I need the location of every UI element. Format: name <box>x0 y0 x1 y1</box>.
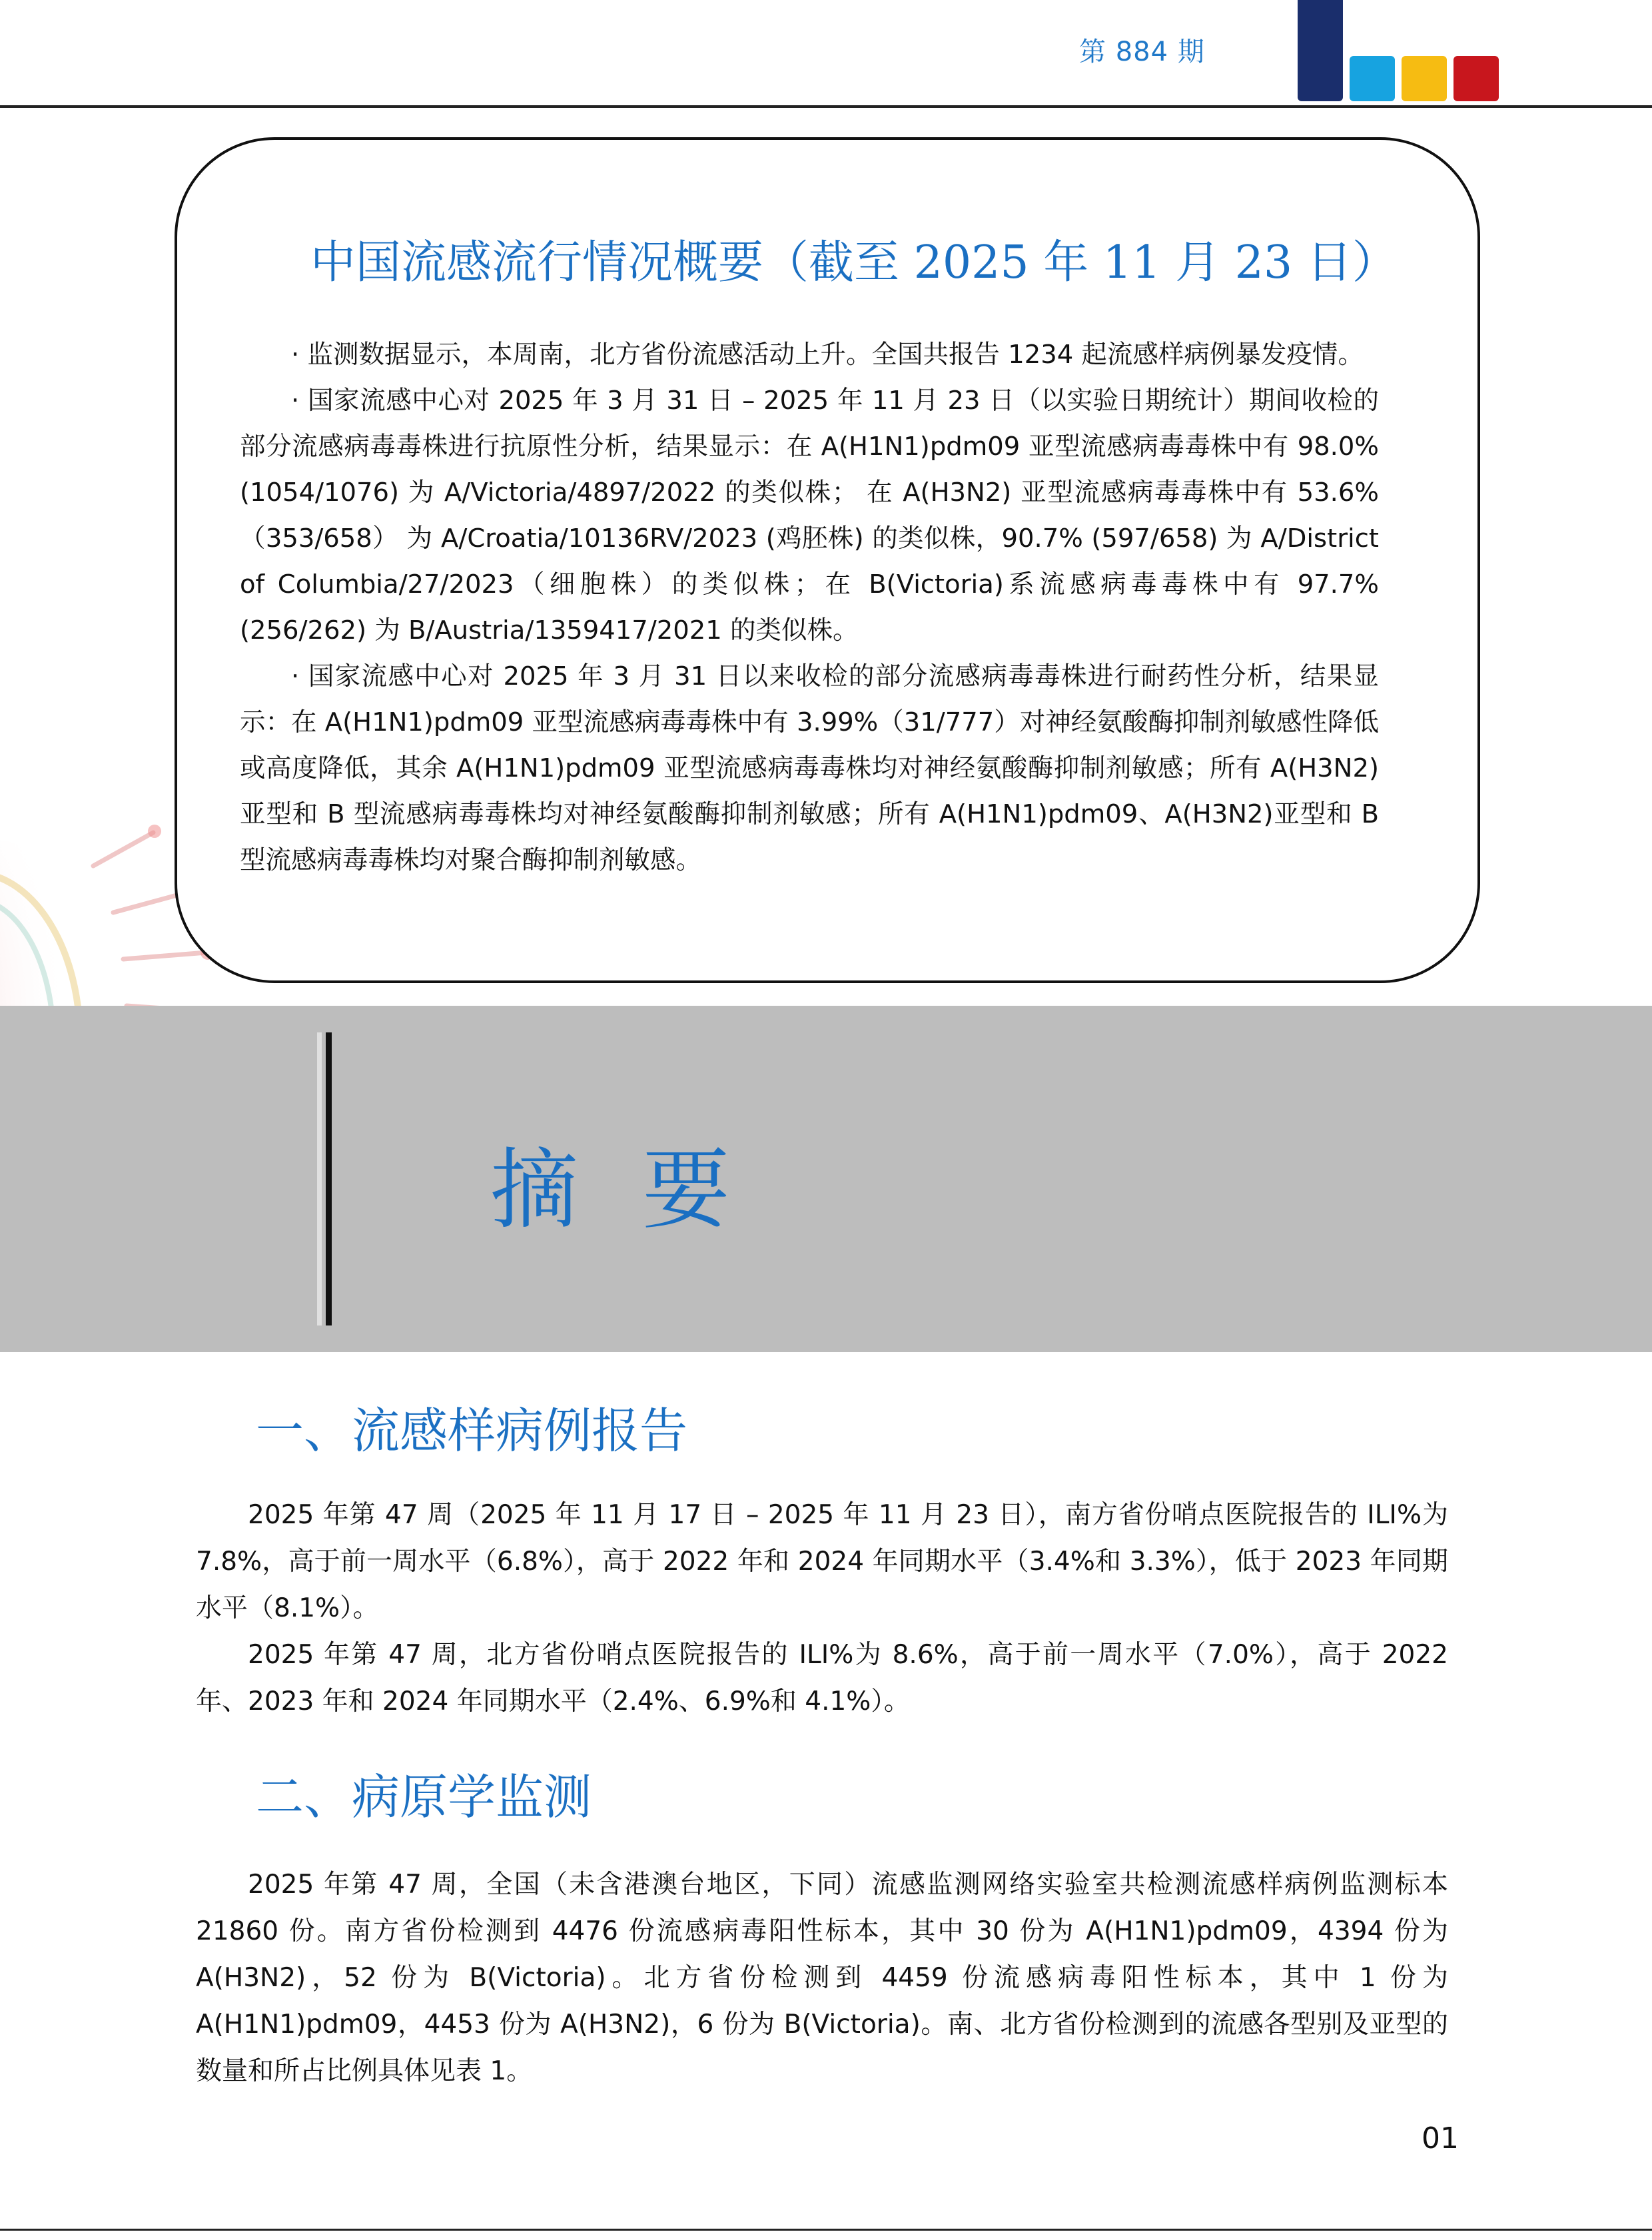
banner-accent-line-dark <box>326 1032 332 1325</box>
summary-paragraph: · 国家流感中心对 2025 年 3 月 31 日以来收检的部分流感病毒毒株进行耐药性分析，结果显示：在 A(H1N1)pdm09 亚型流感病毒毒株中有 3.99%（31/777）对神经氨酸酶抑制剂敏感性降低或高度降低，其余 A(H1N1)pdm09 亚型流感病毒毒株均对神经氨酸酶抑制剂敏感；所有 A(H3N2)亚型和 B 型流感病毒毒株均对神经氨酸酶抑制剂敏感；所有 A(H1N1)pdm09、A(H3N2)亚型和 B 型流感病毒毒株均对聚合酶抑制剂敏感。 <box>240 661 1379 875</box>
section-body-ili <box>196 1492 1448 1725</box>
issue-number: 第 884 期 <box>1079 37 1205 67</box>
summary-body <box>240 332 1379 883</box>
summary-box <box>175 137 1480 983</box>
abstract-banner <box>0 1006 1652 1352</box>
logo-red-block <box>1453 56 1499 101</box>
summary-title: 中国流感流行情况概要（截至 2025 年 11 月 23 日） <box>310 236 1398 289</box>
banner-title: 摘要 <box>490 1139 794 1242</box>
logo-blue-block <box>1350 56 1395 101</box>
logo-navy-block <box>1298 0 1343 101</box>
summary-paragraph: · 国家流感中心对 2025 年 3 月 31 日 – 2025 年 11 月 23 日（以实验日期统计）期间收检的部分流感病毒毒株进行抗原性分析，结果显示：在 A(H1N1)pdm09 亚型流感病毒毒株中有 98.0% (1054/1076) 为 A/Victoria/4897/2022 的类似株； 在 A(H3N2) 亚型流感病毒毒株中有 53.6% （353/658） 为 A/Croatia/10136RV/2023 (鸡胚株) 的类似株，90.7% (597/658) 为 A/District of Columbia/27/2023（细胞株）的类似株；在 B(Victoria)系流感病毒毒株中有 97.7% (256/262) 为 B/Austria/1359417/2021 的类似株。 <box>240 386 1379 645</box>
section-body-pathogen <box>196 1862 1448 2095</box>
section-paragraph: 2025 年第 47 周，全国（未含港澳台地区，下同）流感监测网络实验室共检测流感样病例监测标本 21860 份。南方省份检测到 4476 份流感病毒阳性标本，其中 30 份为 A(H1N1)pdm09，4394 份为 A(H3N2)，52 份为 B(Victoria)。北方省份检测到 4459 份流感病毒阳性标本，其中 1 份为 A(H1N1)pdm09，4453 份为 A(H3N2)，6 份为 B(Victoria)。南、北方省份检测到的流感各型别及亚型的数量和所占比例具体见表 1。 <box>196 1870 1448 2086</box>
footer-divider <box>0 2229 1652 2231</box>
summary-paragraph: · 监测数据显示，本周南，北方省份流感活动上升。全国共报告 1234 起流感样病例暴发疫情。 <box>291 340 1364 370</box>
header-divider <box>0 105 1652 108</box>
brand-color-blocks <box>1298 0 1497 107</box>
page-number: 01 <box>1422 2121 1459 2155</box>
section-paragraph: 2025 年第 47 周，北方省份哨点医院报告的 ILI%为 8.6%，高于前一周水平（7.0%），高于 2022 年、2023 年和 2024 年同期水平（2.4%、6.9%和 4.1%）。 <box>196 1640 1448 1716</box>
logo-yellow-block <box>1402 56 1447 101</box>
section-paragraph: 2025 年第 47 周（2025 年 11 月 17 日 – 2025 年 11 月 23 日），南方省份哨点医院报告的 ILI%为 7.8%，高于前一周水平（6.8%），高于 2022 年和 2024 年同期水平（3.4%和 3.3%），低于 2023 年同期水平（8.1%）。 <box>196 1500 1448 1623</box>
section-heading-ili: 一、流感样病例报告 <box>256 1403 688 1459</box>
section-heading-pathogen: 二、病原学监测 <box>256 1769 592 1825</box>
banner-accent-line-light <box>317 1032 322 1325</box>
